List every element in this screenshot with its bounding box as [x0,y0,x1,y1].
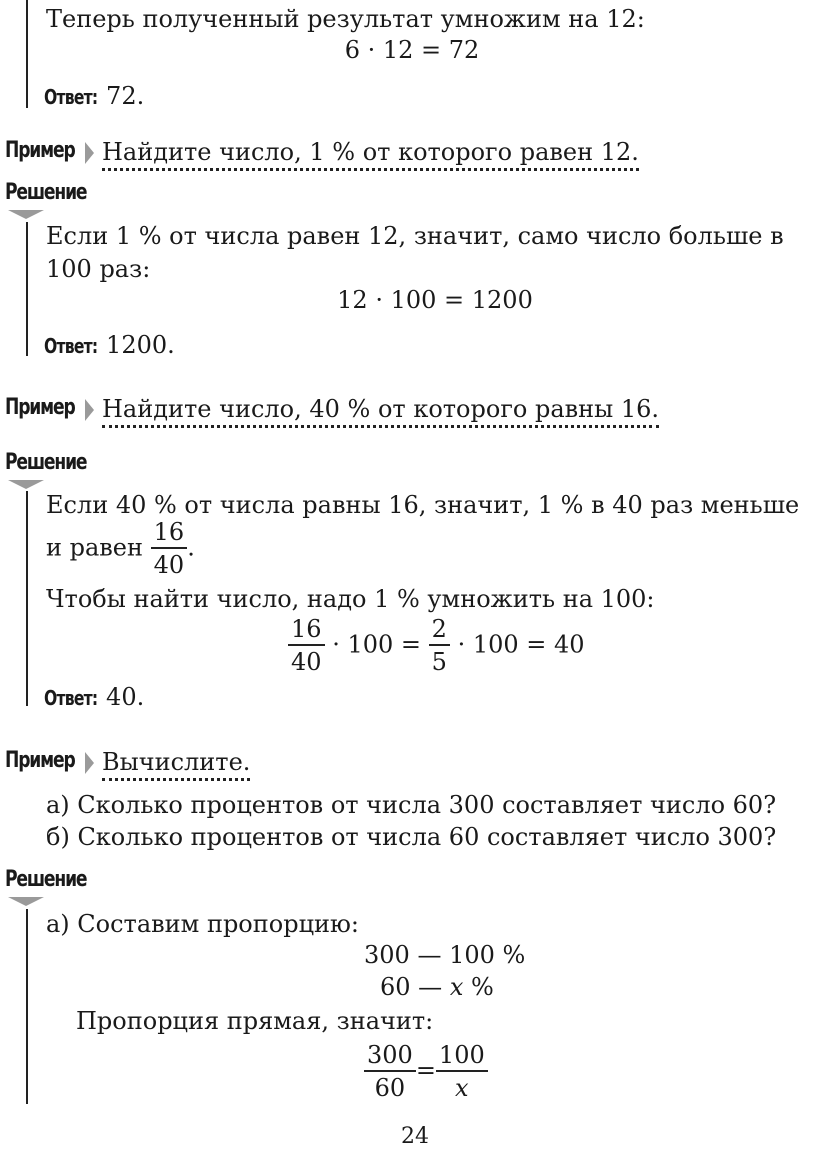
equation: 6 · 12 = 72 [344,36,480,64]
fraction-numerator: 300 [364,1040,416,1072]
example-label: Пример [5,138,75,163]
solution-label: Решение [5,450,87,475]
text-line: Если 1 % от числа равен 12, значит, само число больше в [46,222,784,250]
text-suffix: . [187,533,195,562]
page-number: 24 [401,1124,429,1149]
answer-label: Ответ: [44,334,98,358]
solution-bar [26,491,28,706]
fraction [151,517,188,581]
equation-part: · 100 = 40 [457,630,585,659]
fraction-denominator: 5 [431,648,447,676]
task-text: Найдите число, 40 % от которого равны 16. [102,395,659,428]
answer-value: 1200. [106,331,175,359]
arrow-right-icon [85,752,94,774]
fraction [364,1040,416,1104]
solution-label: Решение [5,180,87,205]
fraction [288,614,325,678]
variable-x: x [455,1074,469,1102]
fraction-numerator: 2 [429,614,450,646]
triangle-down-icon [8,210,44,219]
text-line: а) Составим пропорцию: [46,910,359,938]
fraction-numerator: 16 [151,517,188,549]
fraction [429,614,450,678]
text-prefix: и равен [46,533,144,562]
answer [44,82,144,110]
equation: 12 · 100 = 1200 [337,286,533,314]
answer-label: Ответ: [44,85,98,109]
fraction [436,1040,488,1104]
answer [44,683,144,711]
proportion-part: 60 — [380,973,443,1001]
text-line: Чтобы найти число, надо 1 % умножить на 100: [46,585,655,613]
triangle-down-icon [8,480,44,489]
question-a: а) Сколько процентов от числа 300 составляет число 60? [46,791,777,819]
task-text: Найдите число, 1 % от которого равен 12. [102,138,639,171]
proportion-line [380,973,494,1001]
task-text: Вычислите. [102,748,250,781]
text-line [46,517,195,581]
proportion-line: 300 — 100 % [364,941,526,969]
proportion-part: % [471,973,494,1001]
answer-value: 72. [106,82,145,110]
solution-label: Решение [5,867,87,892]
fraction-denominator: 40 [153,551,185,579]
fraction-numerator: 100 [436,1040,488,1072]
fraction-numerator: 16 [288,614,325,646]
equals-sign: = [415,1056,436,1085]
example-label: Пример [5,395,75,420]
answer-label: Ответ: [44,686,98,710]
answer-value: 40. [106,683,145,711]
text-line: Если 40 % от числа равны 16, значит, 1 % в 40 раз меньше [46,491,800,519]
text-line: 100 раз: [46,255,151,283]
variable-x: x [449,973,464,1001]
arrow-right-icon [85,399,94,421]
equation [288,614,585,678]
equation-part: · 100 = [332,630,421,659]
text-line: Пропорция прямая, значит: [76,1007,434,1035]
example-label: Пример [5,748,75,773]
triangle-down-icon [8,897,44,906]
text-line: Теперь полученный результат умножим на 12: [46,5,645,33]
fraction-denominator: 40 [291,648,322,676]
solution-bar [26,909,28,1104]
fraction-denominator: 60 [374,1074,406,1102]
arrow-right-icon [85,142,94,164]
answer [44,331,175,359]
fraction-denominator [452,1072,472,1104]
question-b: б) Сколько процентов от числа 60 составляет число 300? [46,823,777,851]
equation [364,1040,488,1104]
